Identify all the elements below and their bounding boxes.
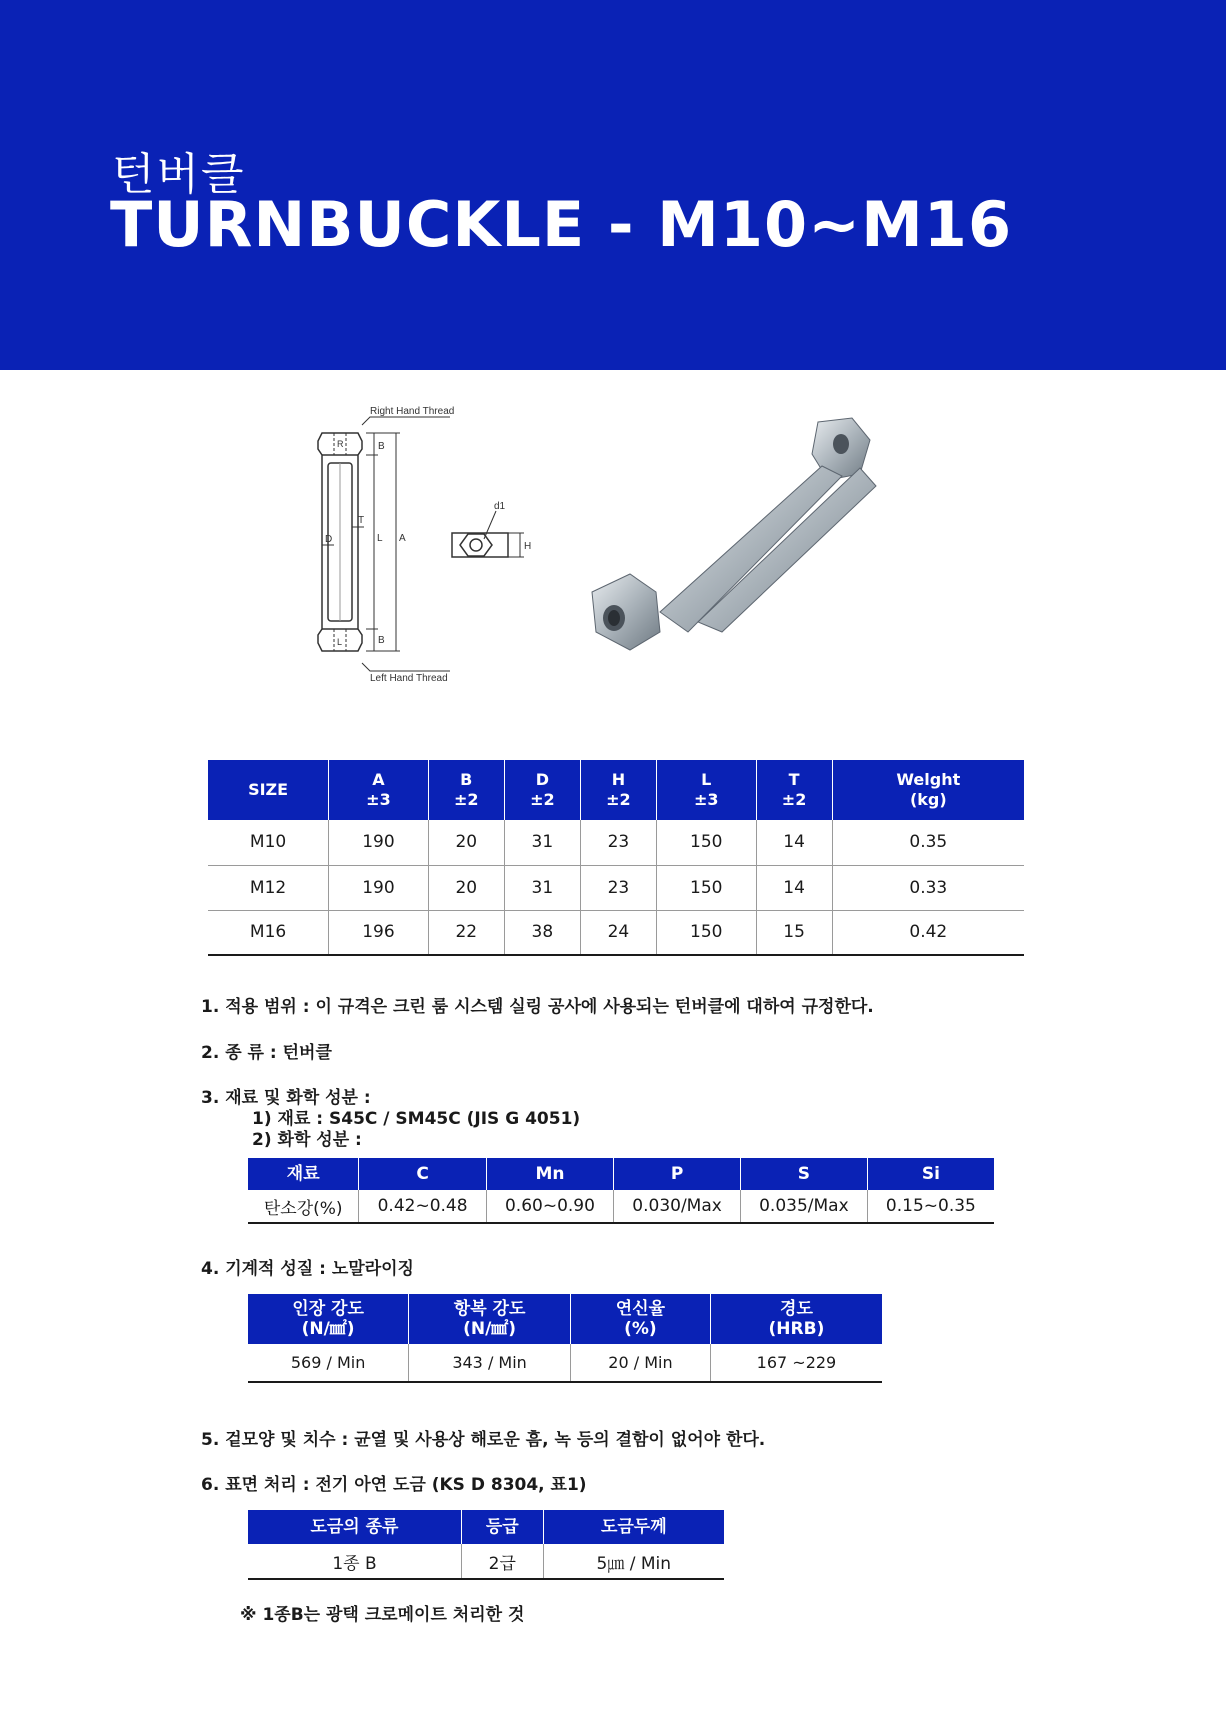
- plate-header-grade: 등급: [461, 1510, 543, 1544]
- table-cell: 20: [428, 865, 504, 910]
- chem-header-row: [248, 1158, 994, 1190]
- table-cell: 167 ~229: [710, 1344, 882, 1382]
- table-cell: 15: [756, 910, 832, 955]
- plating-table: [248, 1510, 724, 1580]
- chem-header-s: S: [740, 1158, 867, 1190]
- table-cell: 23: [580, 865, 656, 910]
- section-6-surface: 6. 표면 처리 : 전기 아연 도금 (KS D 8304, 표1): [201, 1475, 587, 1495]
- spec-header-h: H ±2: [580, 760, 656, 820]
- section-3-2-chemical: 2) 화학 성분 :: [252, 1130, 362, 1150]
- mech-header-yield: 항복 강도 (N/㎟): [409, 1294, 571, 1344]
- table-cell: 0.42~0.48: [359, 1190, 486, 1223]
- mech-header-elongation: 연신율 (%): [570, 1294, 710, 1344]
- table-row: [208, 820, 1024, 865]
- left-hand-thread-label: Left Hand Thread: [370, 673, 448, 684]
- table-cell: 0.60~0.90: [486, 1190, 613, 1223]
- table-cell: 22: [428, 910, 504, 955]
- spec-header-weight: Welght (kg): [832, 760, 1024, 820]
- table-row: [208, 865, 1024, 910]
- spec-header-size: SIZE: [208, 760, 329, 820]
- table-row: [208, 910, 1024, 955]
- table-cell: 0.035/Max: [740, 1190, 867, 1223]
- section-4-mechanical: 4. 기계적 성질 : 노말라이징: [201, 1259, 414, 1279]
- table-cell: 탄소강(%): [248, 1190, 359, 1223]
- label-l: L: [337, 637, 343, 647]
- table-cell: 150: [656, 910, 756, 955]
- spec-table: [208, 760, 1024, 956]
- table-cell: 343 / Min: [409, 1344, 571, 1382]
- plate-header-type: 도금의 종류: [248, 1510, 461, 1544]
- spec-header-d: D ±2: [504, 760, 580, 820]
- spec-header-t: T ±2: [756, 760, 832, 820]
- table-cell: M10: [208, 820, 329, 865]
- label-h: H: [524, 541, 532, 552]
- label-r: R: [337, 439, 344, 449]
- table-cell: 14: [756, 865, 832, 910]
- section-2-type: 2. 종 류 : 턴버클: [201, 1043, 332, 1063]
- table-cell: 2급: [461, 1544, 543, 1579]
- plate-header-thickness: 도금두께: [543, 1510, 724, 1544]
- table-cell: 569 / Min: [248, 1344, 409, 1382]
- table-cell: 190: [329, 820, 429, 865]
- plate-header-row: [248, 1510, 724, 1544]
- label-b-top: B: [378, 441, 385, 452]
- table-cell: 0.15~0.35: [867, 1190, 994, 1223]
- turnbuckle-product-photo: [590, 410, 950, 710]
- label-a: A: [399, 533, 406, 544]
- table-cell: 196: [329, 910, 429, 955]
- label-d: D: [325, 534, 333, 545]
- mech-header-tensile: 인장 강도 (N/㎟): [248, 1294, 409, 1344]
- header-banner: [0, 0, 1226, 370]
- turnbuckle-technical-drawing: [300, 405, 590, 685]
- title-korean: 턴버클: [112, 149, 246, 200]
- label-t: T: [358, 515, 365, 526]
- table-cell: 0.030/Max: [614, 1190, 741, 1223]
- table-cell: 14: [756, 820, 832, 865]
- table-row: [248, 1544, 724, 1579]
- table-cell: 150: [656, 865, 756, 910]
- table-cell: 190: [329, 865, 429, 910]
- spec-header-b: B ±2: [428, 760, 504, 820]
- table-cell: 31: [504, 865, 580, 910]
- table-cell: 20: [428, 820, 504, 865]
- chem-header-mn: Mn: [486, 1158, 613, 1190]
- spec-header-row: [208, 760, 1024, 820]
- table-cell: 24: [580, 910, 656, 955]
- label-length: L: [377, 533, 383, 544]
- table-cell: 5㎛ / Min: [543, 1544, 724, 1579]
- table-row: [248, 1190, 994, 1223]
- table-cell: 23: [580, 820, 656, 865]
- table-cell: 38: [504, 910, 580, 955]
- spec-header-a: A ±3: [329, 760, 429, 820]
- chem-header-p: P: [614, 1158, 741, 1190]
- chem-header-si: Si: [867, 1158, 994, 1190]
- mech-header-row: [248, 1294, 882, 1344]
- table-cell: 31: [504, 820, 580, 865]
- chemical-table: [248, 1158, 994, 1224]
- mechanical-table: [248, 1294, 882, 1383]
- right-hand-thread-label: Right Hand Thread: [370, 406, 455, 417]
- label-d1: d1: [494, 501, 506, 512]
- section-5-appearance: 5. 겉모양 및 치수 : 균열 및 사용상 해로운 흠, 녹 등의 결함이 없어야 한다.: [201, 1430, 766, 1450]
- mech-header-hardness: 경도 (HRB): [710, 1294, 882, 1344]
- label-b-bottom: B: [378, 635, 385, 646]
- chem-header-c: C: [359, 1158, 486, 1190]
- note-chromate: ※ 1종B는 광택 크로메이트 처리한 것: [240, 1605, 525, 1625]
- title-english: TURNBUCKLE - M10~M16: [110, 188, 1013, 261]
- table-row: [248, 1344, 882, 1382]
- spec-header-l: L ±3: [656, 760, 756, 820]
- chem-header-material: 재료: [248, 1158, 359, 1190]
- section-1-scope: 1. 적용 범위 : 이 규격은 크린 룸 시스템 실링 공사에 사용되는 턴버클에 대하여 규정한다.: [201, 997, 874, 1017]
- section-3-1-material: 1) 재료 : S45C / SM45C (JIS G 4051): [252, 1109, 581, 1129]
- table-cell: 1종 B: [248, 1544, 461, 1579]
- table-cell: 20 / Min: [570, 1344, 710, 1382]
- table-cell: 0.33: [832, 865, 1024, 910]
- table-cell: 150: [656, 820, 756, 865]
- table-cell: M12: [208, 865, 329, 910]
- table-cell: 0.42: [832, 910, 1024, 955]
- table-cell: M16: [208, 910, 329, 955]
- table-cell: 0.35: [832, 820, 1024, 865]
- section-3-material: 3. 재료 및 화학 성분 :: [201, 1088, 371, 1108]
